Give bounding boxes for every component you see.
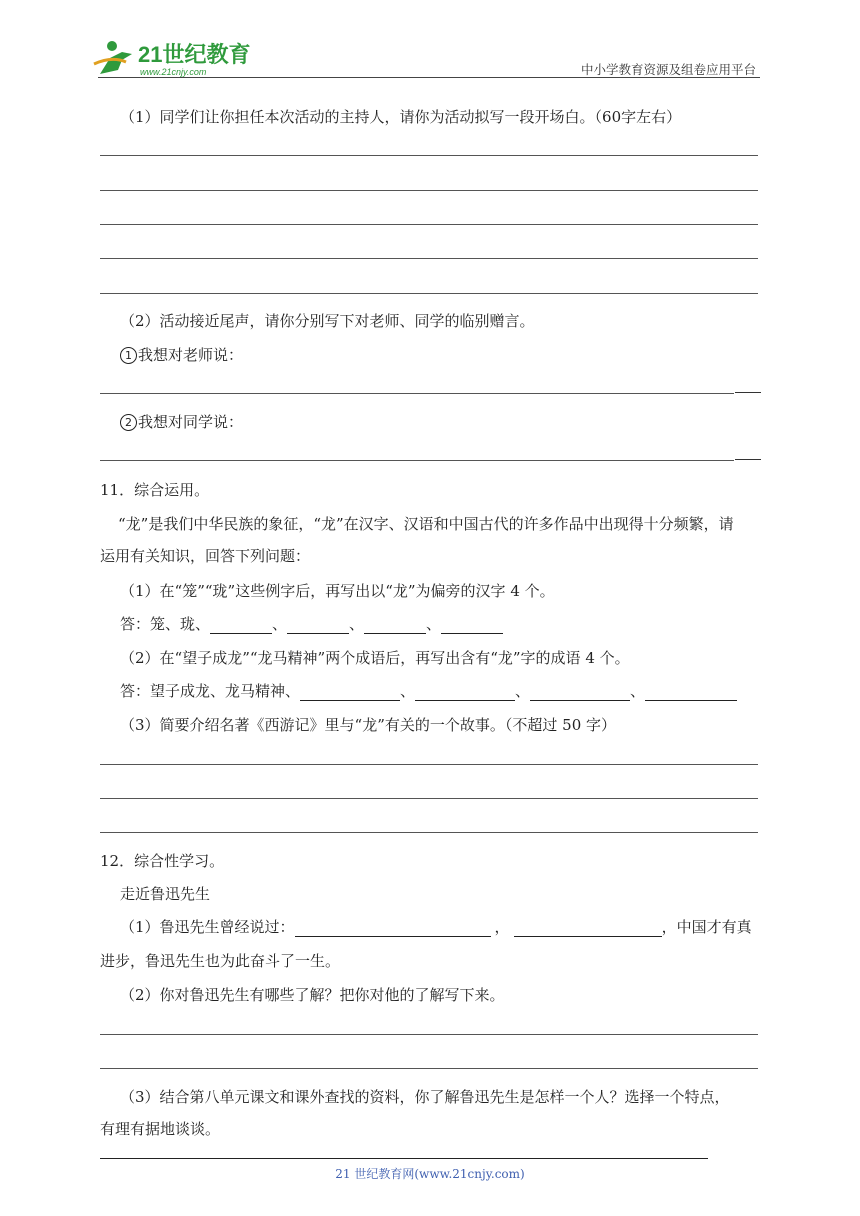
answer-line[interactable] [100, 393, 734, 394]
q11-part1-answer: 答：笼、珑、 、 、 、 [120, 613, 503, 634]
site-name: 中小学教育资源及组卷应用平台 [580, 62, 756, 77]
answer-line-tail [735, 392, 761, 393]
header-divider [98, 77, 760, 78]
fill-blank[interactable] [514, 920, 662, 937]
fill-blank[interactable] [295, 920, 491, 937]
answer-line[interactable] [100, 155, 758, 156]
q11-title: 11．综合运用。 [100, 481, 210, 499]
fill-blank[interactable] [415, 684, 515, 701]
fill-blank[interactable] [300, 684, 400, 701]
q12-part3-prompt-line1: （3）结合第八单元课文和课外查找的资料，你了解鲁迅先生是怎样一个人？选择一个特点， [120, 1088, 730, 1106]
q12-part1-prompt: （1）鲁迅先生曾经说过： ， ，中国才有真 [120, 918, 752, 936]
q11-part3-prompt: （3）简要介绍名著《西游记》里与“龙”有关的一个故事。（不超过 50 字） [120, 716, 617, 734]
q12-part1-continuation: 进步，鲁迅先生也为此奋斗了一生。 [100, 952, 341, 970]
q11-part1-prompt: （1）在“笼”“珑”这些例字后，再写出以“龙”为偏旁的汉字 4 个。 [120, 582, 555, 600]
fill-blank[interactable] [287, 617, 349, 634]
answer-line[interactable] [100, 293, 758, 294]
answer-line[interactable] [100, 460, 734, 461]
q10-part1-prompt: （1）同学们让你担任本次活动的主持人，请你为活动拟写一段开场白。（60字左右） [120, 108, 682, 126]
circled-number: 2 [120, 414, 137, 431]
fill-blank[interactable] [210, 617, 272, 634]
q11-intro-line1: “龙”是我们中华民族的象征，“龙”在汉字、汉语和中国古代的许多作品中出现得十分频繁，请 [118, 515, 734, 533]
answer-line[interactable] [100, 798, 758, 799]
q10-part2-prompt: （2）活动接近尾声，请你分别写下对老师、同学的临别赠言。 [120, 312, 535, 330]
q12-part3-prompt-line2: 有理有据地谈谈。 [100, 1120, 221, 1138]
fill-blank[interactable] [645, 684, 737, 701]
site-logo [92, 34, 262, 80]
answer-line-tail [735, 459, 761, 460]
logo-url: www.21cnjy.com [140, 67, 207, 77]
answer-line[interactable] [100, 1068, 758, 1069]
footer-text[interactable]: 21 世纪教育网(www.21cnjy.com) [335, 1167, 525, 1181]
answer-line[interactable] [100, 832, 758, 833]
answer-line[interactable] [100, 258, 758, 259]
q11-part2-prompt: （2）在“望子成龙”“龙马精神”两个成语后，再写出含有“龙”字的成语 4 个。 [120, 649, 630, 667]
answer-line[interactable] [100, 224, 758, 225]
logo-text: 21世纪教育 [138, 42, 251, 67]
fill-blank[interactable] [441, 617, 503, 634]
footer-divider [100, 1158, 708, 1159]
q12-subtitle: 走近鲁迅先生 [120, 885, 211, 903]
q12-part2-prompt: （2）你对鲁迅先生有哪些了解？把你对他的了解写下来。 [120, 986, 505, 1004]
q10-part2-classmate-label: 2 我想对同学说： [120, 411, 243, 432]
q11-part2-answer: 答：望子成龙、龙马精神、 、 、 、 [120, 680, 737, 701]
q11-intro-line2: 运用有关知识，回答下列问题： [100, 547, 311, 565]
answer-line[interactable] [100, 764, 758, 765]
q10-part2-teacher-label: 1 我想对老师说： [120, 344, 243, 365]
answer-line[interactable] [100, 190, 758, 191]
q12-title: 12．综合性学习。 [100, 852, 225, 870]
circled-number: 1 [120, 347, 137, 364]
fill-blank[interactable] [364, 617, 426, 634]
answer-line[interactable] [100, 1034, 758, 1035]
fill-blank[interactable] [530, 684, 630, 701]
